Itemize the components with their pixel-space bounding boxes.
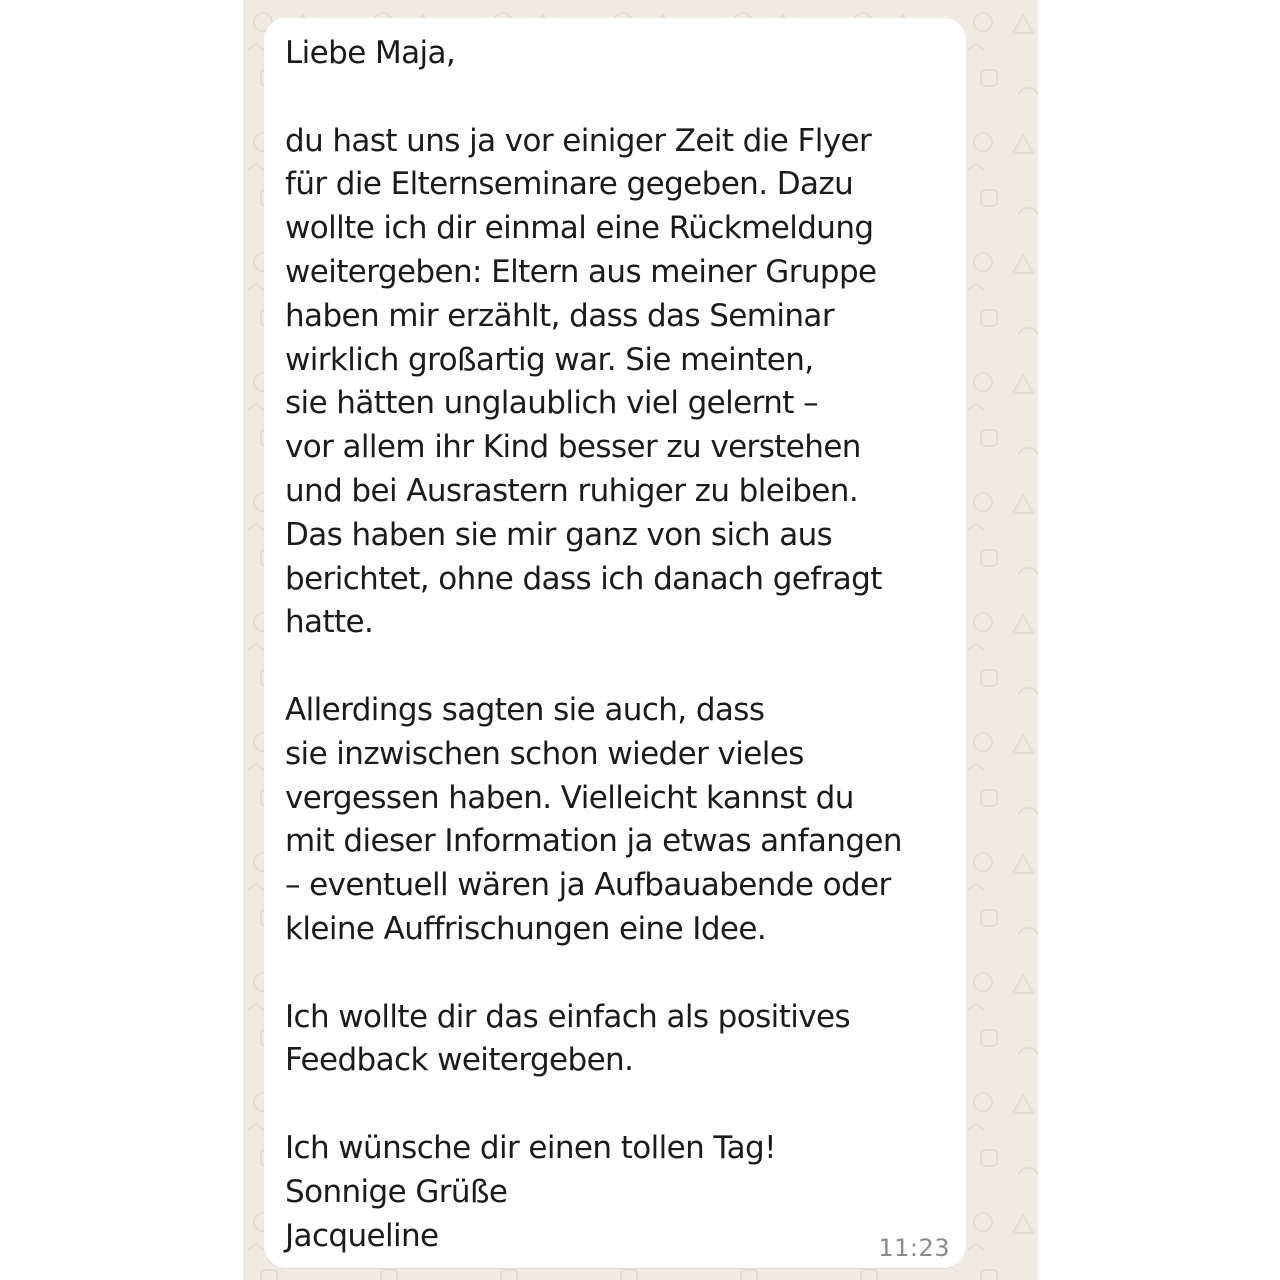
chat-background	[243, 0, 1038, 1280]
message-timestamp: 11:23	[878, 1234, 950, 1262]
message-text: Liebe Maja, du hast uns ja vor einiger Zeit die Flyer für die Elternseminare gegeben. Dazu wollte ich dir einmal eine Rückmeldung weitergeben: Eltern aus meiner Gruppe haben mir erzählt, dass das Seminar wirklich großartig war. Sie meinten, sie hätten unglaublich viel gelernt – vor allem ihr Kind besser zu verstehen und bei Ausrastern ruhiger zu bleiben. Das haben sie mir ganz von sich aus berichtet, ohne dass ich danach gefragt hatte. Allerdings sagten sie auch, dass sie inzwischen schon wieder vieles vergessen haben. Vielleicht kannst du mit dieser Information ja etwas anfangen – eventuell wären ja Aufbauabende oder kleine Auffrischungen eine Idee. Ich wollte dir das einfach als positives Feedback weitergeben. Ich wünsche dir einen tollen Tag! Sonnige Grüße Jacqueline	[285, 35, 902, 1254]
message-bubble[interactable]	[264, 18, 966, 1268]
